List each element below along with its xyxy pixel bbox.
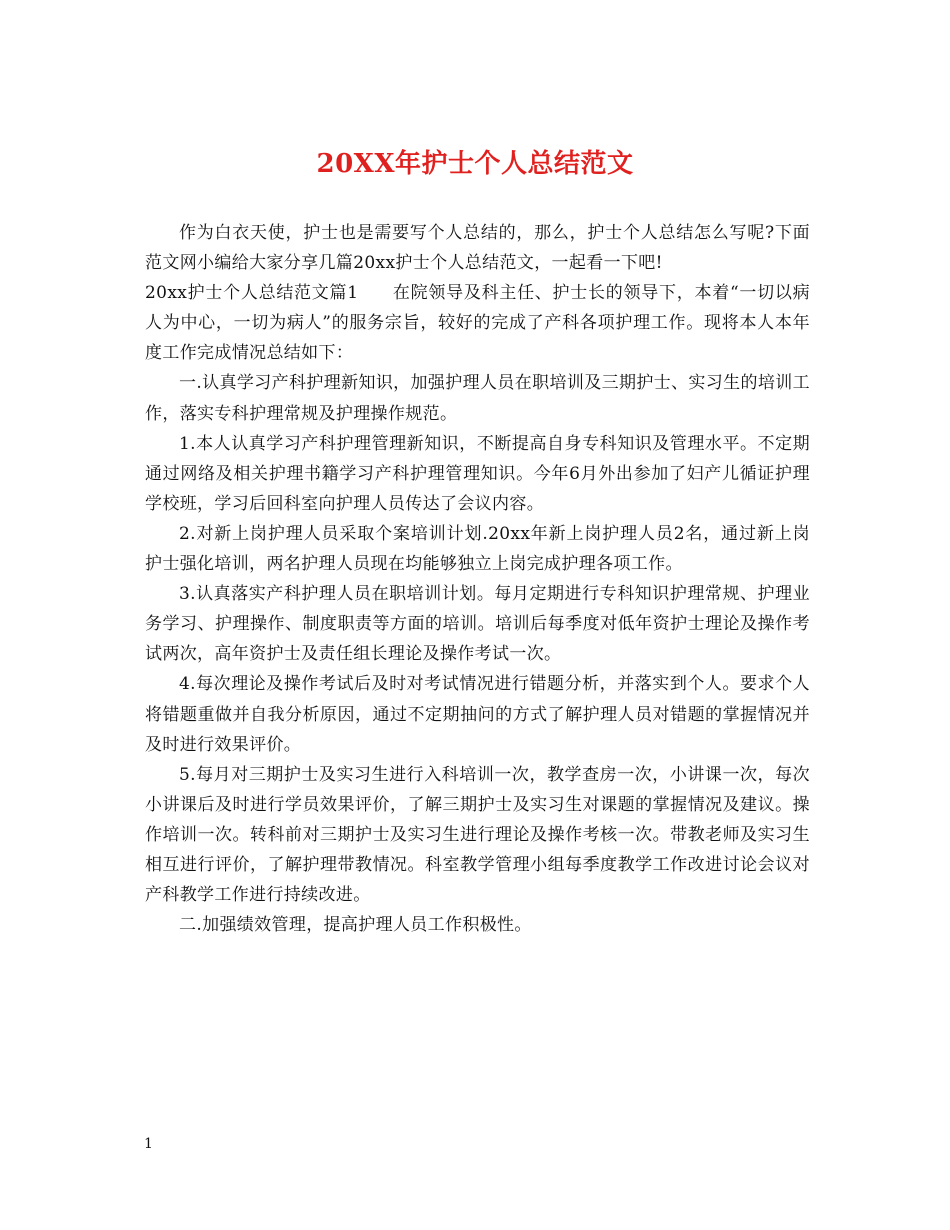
document-title: 20XX年护士个人总结范文 xyxy=(316,149,634,179)
section-one-heading: 一.认真学习产科护理新知识，加强护理人员在职培训及三期护士、实习生的培训工作，落实专科护理常规及护理操作规范。 xyxy=(145,373,810,424)
body-paragraph-1: 1.本人认真学习产科护理管理新知识，不断提高自身专科知识及管理水平。不定期通过网络及相关护理书籍学习产科护理管理知识。今年6月外出参加了妇产儿循证护理学校班，学习后回科室向护理人员传达了会议内容。 xyxy=(145,433,810,514)
body-paragraph-2: 2.对新上岗护理人员采取个案培训计划.20xx年新上岗护理人员2名，通过新上岗护士强化培训，两名护理人员现在均能够独立上岗完成护理各项工作。 xyxy=(145,523,810,575)
body-paragraph-3: 3.认真落实产科护理人员在职培训计划。每月定期进行专科知识护理常规、护理业务学习、护理操作、制度职责等方面的培训。培训后每季度对低年资护士理论及操作考试两次，高年资护士及责任组长理论及操作考试一次。 xyxy=(145,584,810,665)
intro-paragraph: 作为白衣天使，护士也是需要写个人总结的，那么，护士个人总结怎么写呢?下面范文网小编给大家分享几篇20xx护士个人总结范文，一起看一下吧! xyxy=(145,223,810,274)
article-lead-paragraph xyxy=(145,278,810,368)
article-label: 20xx护士个人总结范文篇1 xyxy=(145,283,359,304)
body-paragraph-4: 4.每次理论及操作考试后及时对考试情况进行错题分析，并落实到个人。要求个人将错题重做并自我分析原因，通过不定期抽问的方式了解护理人员对错题的掌握情况并及时进行效果评价。 xyxy=(145,674,810,755)
article-lead-text: 在院领导及科主任、护士长的领导下，本着“一切以病人为中心，一切为病人”的服务宗旨，较好的完成了产科各项护理工作。现将本人本年度工作完成情况总结如下： xyxy=(145,283,810,364)
document-body xyxy=(145,218,810,940)
page-number: 1 xyxy=(144,1136,153,1152)
section-two-heading: 二.加强绩效管理，提高护理人员工作积极性。 xyxy=(179,915,532,936)
body-paragraph-5: 5.每月对三期护士及实习生进行入科培训一次，教学查房一次，小讲课一次，每次小讲课后及时进行学员效果评价，了解三期护士及实习生对课题的掌握情况及建议。操作培训一次。转科前对三期护士及实习生进行理论及操作考核一次。带教老师及实习生相互进行评价，了解护理带教情况。科室教学管理小组每季度教学工作改进讨论会议对产科教学工作进行持续改进。 xyxy=(145,764,810,906)
